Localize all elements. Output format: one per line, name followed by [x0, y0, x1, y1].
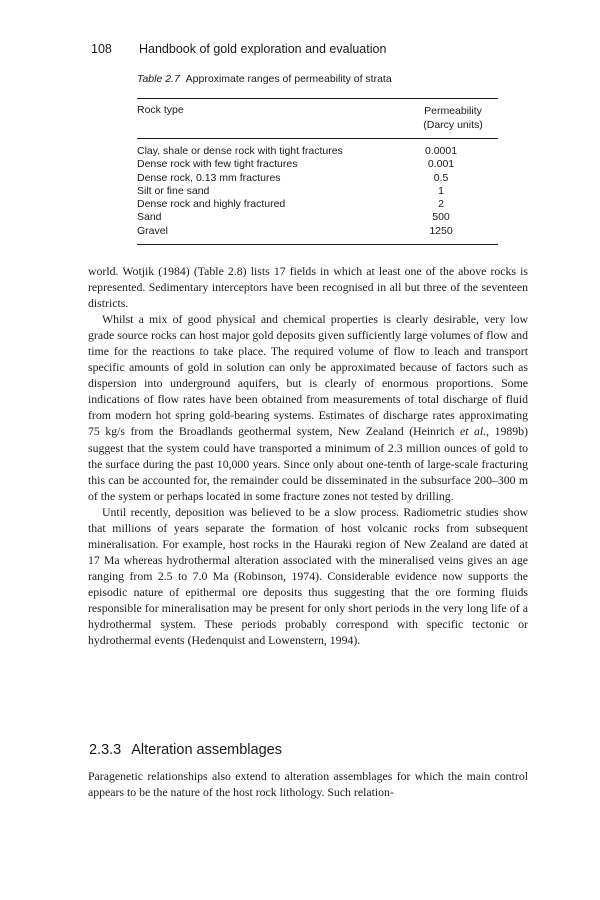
book-title: Handbook of gold exploration and evaluation	[139, 42, 387, 56]
paragraph: world. Wotjik (1984) (Table 2.8) lists 17 fields in which at least one of the above rocks is represented. Sedimentary interceptors have been recognised in all but three of the seventeen districts.	[88, 264, 528, 311]
table-cell-perm: 500	[432, 211, 450, 224]
table-caption	[137, 73, 392, 85]
table-header-rule	[137, 138, 498, 139]
table-cell-rock: Dense rock and highly fractured	[137, 198, 286, 211]
table-cell-perm: 0.5	[433, 171, 449, 184]
table-cell-perm: 0.0001	[424, 145, 458, 157]
table-header-permeability	[408, 104, 498, 132]
table-body	[137, 145, 498, 238]
table-caption-text: Approximate ranges of permeability of strata	[185, 73, 392, 85]
table-header-permeability-line2: (Darcy units)	[423, 119, 483, 131]
table-cell-rock: Dense rock with few tight fractures	[137, 158, 298, 171]
table-top-rule	[137, 98, 498, 99]
body-text	[88, 263, 528, 648]
page-number: 108	[91, 42, 112, 56]
table-header-rock-type: Rock type	[137, 104, 184, 116]
table-row	[137, 172, 498, 185]
table-cell-rock: Gravel	[137, 224, 168, 237]
section-number: 2.3.3	[89, 742, 122, 758]
table-row	[137, 158, 498, 171]
table-cell-rock: Sand	[137, 211, 162, 224]
table-row	[137, 145, 498, 158]
table-cell-perm: 1	[438, 184, 444, 197]
table-bottom-rule	[137, 244, 498, 245]
paragraph: Paragenetic relationships also extend to alteration assemblages for which the main control appears to be the nature of the host rock lithology. Such relation-	[88, 769, 528, 800]
paragraph: Whilst a mix of good physical and chemical properties is clearly desirable, very low grade source rocks can host major gold deposits given sufficiently large volumes of flow and time for the reactions to take place. The required volume of flow to leach and transport specific amounts of gold in solution can only be approximated because of factors such as dispersion into underground aquifers, but is clearly of enormous proportions. Some indications of flow rates have been obtained from measurements of total discharge of fluid from modern hot spring gold-bearing systems. Estimates of discharge rates approximating 75 kg/s from the Broadlands geothermal system, New Zealand (Heinrich et al., 1989b) suggest that the system could have transported a minimum of 2.3 million ounces of gold to the surface during the past 10,000 years. Since only about one-tenth of large-scale fracturing this can be accounted for, the remainder could be disseminated in the subsurface 200–300 m of the system or perhaps located in some fracture zones not tested by drilling.	[88, 312, 528, 503]
table-label: Table 2.7	[137, 73, 180, 85]
table-row	[137, 211, 498, 224]
table-cell-perm: 1250	[429, 224, 453, 237]
table-cell-perm: 0.001	[427, 158, 455, 171]
table-cell-rock: Dense rock, 0.13 mm fractures	[137, 171, 281, 184]
table-cell-rock: Clay, shale or dense rock with tight fractures	[137, 145, 343, 157]
section-heading	[89, 742, 282, 758]
table-header-permeability-line1: Permeability	[424, 105, 482, 117]
table-cell-perm: 2	[438, 198, 444, 211]
table-row	[137, 198, 498, 211]
running-head	[91, 42, 386, 56]
section-title: Alteration assemblages	[131, 742, 282, 758]
paragraph: Until recently, deposition was believed to be a slow process. Radiometric studies show that millions of years separate the formation of host volcanic rocks from subsequent mineralisation. For example, host rocks in the Hauraki region of New Zealand are dated at 17 Ma whereas hydrothermal alteration associated with the mineralised veins gives an age ranging from 2.5 to 7.0 Ma (Robinson, 1974). Considerable evidence now supports the episodic nature of epithermal ore deposits thus suggesting that the ore forming fluids responsible for mineralisation may be present for only short periods in the very long life of a hydrothermal system. These periods probably correspond with specific tectonic or hydrothermal events (Hedenquist and Lowenstern, 1994).	[88, 504, 528, 648]
table-cell-rock: Silt or fine sand	[137, 184, 210, 197]
table-row	[137, 225, 498, 238]
table-row	[137, 185, 498, 198]
section-body-text	[88, 768, 528, 800]
